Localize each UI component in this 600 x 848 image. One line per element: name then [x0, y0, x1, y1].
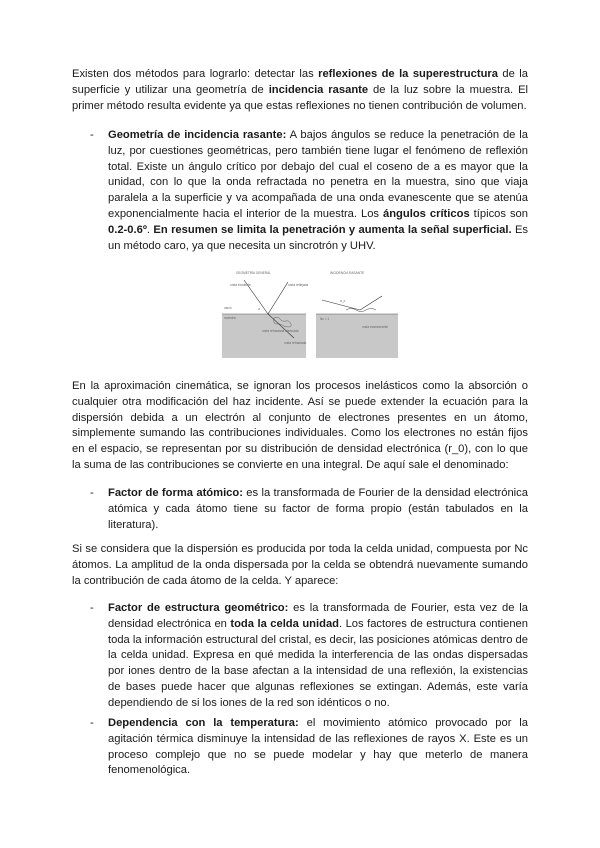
reflected-ray: [268, 282, 288, 314]
bold-run: ángulos críticos: [383, 207, 470, 220]
bold-run: En resumen se limita la penetración y aumenta la señal superficial.: [153, 223, 512, 236]
label-incident: onda incidente: [230, 283, 251, 287]
label-alpha-c: α_c: [340, 299, 346, 303]
label-vacuum: vacío: [224, 306, 232, 310]
text-run: A bajos ángulos se reduce la penetración de la luz, por cuestiones geométricas, pero también tiene lugar el fenómeno de reflexión total. Existe un ángulo crítico por debajo del cual el coseno de a es mayor que la unidad, con lo que la onda refractada no penetra en la muestra, sino que viaja paralela a la superficie y va acompañada de una onda evanescente que se atenúa exponencialmente hacia el interior de la muestra. Los: [108, 129, 529, 220]
intro-paragraph: [72, 67, 528, 114]
kinematic-paragraph: En la aproximación cinemática, se ignoran los procesos inelásticos como la absorción o cualquier otra modificación del haz incidente. Así se puede extender la ecuación para la dispersión debida a un electrón al conjunto de electrones presentes en un átomo, simplemente sumando las contribuciones individuales. Como los electrones no están fijos en el espacio, se representan por su distribución de densidad electrónica (r_0), con lo que la suma de las contribuciones se convierte en una integral. De aquí sale el denominado:: [72, 380, 528, 471]
label-nc: Nc < 1: [320, 317, 330, 321]
label-sample: muestra: [224, 316, 236, 320]
label-refracted-att: onda refractada atenuada: [262, 329, 299, 333]
left-panel-title: GEOMETRÍA GENERAL: [236, 271, 272, 275]
text-run: típicos son: [469, 207, 529, 220]
item-title: Dependencia con la temperatura:: [108, 717, 299, 729]
text-run: el movimiento atómico provocado por la agitación térmica disminuye la intensidad de las reflexiones de rayos X. Este es un proceso complejo que no se puede modelar y hay que meterlo de manera fenomenológica.: [108, 717, 528, 777]
list-item-atomic-form-factor: [108, 486, 528, 533]
incidence-geometry-figure: [222, 270, 398, 358]
text-run: de la luz sobre la muestra. El primer método resulta evidente ya que estas reflexiones no tienen contribución de volumen.: [72, 83, 529, 112]
item-title: Geometría de incidencia rasante:: [108, 129, 287, 141]
text-run: . Los factores de estructura contienen toda la información estructural del cristal, es decir, las posiciones atómicas dentro de la celda unidad. Expresa en qué medida la interferencia de las ondas dispersadas por iones dentro de la base afectan a la intensidad de una reflexión, la existencias de bases puede hacer que algunas reflexiones se extingan. Además, este varía dependiendo de si los iones de la red son idénticos o no.: [108, 617, 528, 709]
list-item-grazing-incidence: [108, 128, 528, 254]
bold-run: 0.2-0.6º: [108, 223, 147, 236]
evanescent-wave: [346, 309, 376, 312]
text-run: Existen dos métodos para lograrlo: detectar las: [72, 68, 319, 80]
label-refracted: onda refractada: [284, 341, 307, 345]
label-reflected: onda reflejada: [288, 283, 309, 287]
text-run: es la transformada de Fourier de la densidad electrónica atómica y cada átomo tiene su factor de forma propio (están tabulados en la literatura).: [108, 487, 528, 531]
text-run: es la transformada de Fourier, esta vez de la densidad electrónica en: [108, 602, 528, 630]
right-panel-title: INCIDENCIA RASANTE: [330, 271, 365, 275]
text-run: .: [146, 223, 154, 236]
bold-run: toda la celda unidad: [230, 617, 339, 630]
bold-run: incidencia rasante: [268, 83, 369, 96]
item-title: Factor de estructura geométrico:: [108, 602, 289, 614]
label-alpha: α: [258, 307, 260, 311]
list-item-structure-factor: [108, 601, 528, 712]
text-run: de la superficie y utilizar una geometría de: [72, 68, 529, 96]
bullet-dash: -: [90, 487, 94, 499]
sample-region: [222, 314, 306, 358]
reflected-ray-right: [360, 296, 382, 310]
bullet-dash: -: [90, 602, 94, 614]
list-item-temperature: [108, 716, 528, 779]
bullet-dash: -: [90, 129, 94, 141]
general-geometry-panel: [222, 271, 308, 358]
item-title: Factor de forma atómico:: [108, 487, 243, 499]
label-evanescent: onda evanescente: [362, 325, 389, 329]
bullet-dash: -: [90, 717, 94, 729]
text-run: Es un método caro, ya que necesita un sincrotrón y UHV.: [108, 223, 529, 252]
bold-run: reflexiones de la superestructura: [318, 68, 499, 80]
grazing-incidence-panel: [316, 271, 398, 358]
unit-cell-paragraph: Si se considera que la dispersión es producida por toda la celda unidad, compuesta por Nc átomos. La amplitud de la onda dispersada por la celda se obtendrá nuevamente sumando la contribución de cada átomo de la celda. Y aparece:: [72, 543, 528, 587]
